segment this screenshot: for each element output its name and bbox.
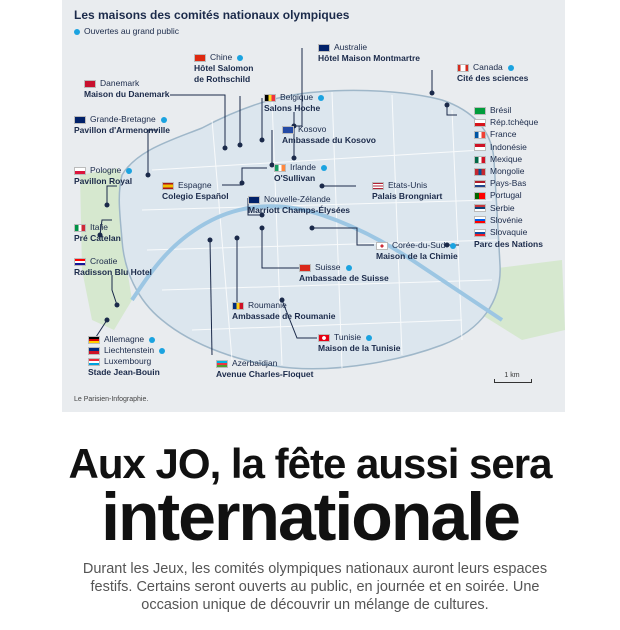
country-name: Nouvelle-Zélande — [264, 194, 331, 204]
intro-paragraph: Durant les Jeux, les comités olympiques nationaux auront leurs espaces festifs. Certains seront ouverts au public, en journée et en soirée. Une occasion unique de découvrir un mélange de cultures. — [82, 561, 548, 613]
country-name: Brésil — [490, 105, 512, 115]
country-name: Canada — [473, 62, 503, 72]
venue-name: Ambassade de Roumanie — [232, 311, 336, 321]
venue-name: Marriott Champs-Élysées — [248, 205, 351, 215]
list-item — [474, 141, 554, 153]
flag-pays-bas-icon — [474, 180, 486, 188]
country-name: France — [490, 129, 517, 140]
venue-name: Pavillon Royal — [74, 176, 133, 186]
label-croatie — [74, 256, 152, 278]
public-dot-icon — [161, 117, 167, 123]
public-dot-icon — [237, 55, 243, 61]
flag-rep-tcheque-icon — [474, 119, 486, 127]
flag-belgique-icon — [264, 94, 276, 102]
country-name: Allemagne — [104, 334, 145, 344]
venue-name: Stade Jean-Bouin — [88, 367, 160, 377]
label-irlande — [274, 162, 327, 184]
venue-name: Hôtel Salomon — [194, 63, 254, 73]
country-name: Australie — [334, 42, 368, 52]
country-name: Corée-du-Sud — [392, 240, 446, 250]
flag-bresil-icon — [474, 107, 486, 115]
venue-name: Pavillon d'Armenonville — [74, 125, 171, 135]
venue-name: Parc des Nations — [474, 239, 543, 250]
venue-name: Palais Brongniart — [372, 191, 443, 201]
headline-line2: internationale — [101, 479, 519, 555]
public-dot-icon — [508, 65, 514, 71]
country-name: Luxembourg — [104, 356, 152, 366]
flag-irlande-icon — [274, 164, 286, 172]
list-item — [474, 128, 554, 140]
venue-name: Avenue Charles-Floquet — [216, 369, 314, 379]
flag-australie-icon — [318, 44, 330, 52]
flag-slovaquie-icon — [474, 229, 486, 237]
label-italie — [74, 222, 121, 244]
label-tunisie — [318, 332, 401, 354]
label-australie — [318, 42, 420, 64]
venue-name: Pré Catelan — [74, 233, 121, 243]
label-suisse — [299, 262, 389, 284]
flag-mexique-icon — [474, 156, 486, 164]
country-name: Danemark — [100, 78, 140, 88]
country-name: Indonésie — [490, 141, 527, 152]
public-dot-icon — [126, 168, 132, 174]
flag-slovenie-icon — [474, 216, 486, 224]
country-name: Roumanie — [248, 300, 287, 310]
country-name: Suisse — [315, 262, 341, 272]
flag-suisse-icon — [299, 264, 311, 272]
label-stade-jean-bouin — [88, 334, 165, 378]
public-dot-icon — [318, 95, 324, 101]
credit: Le Parisien-Infographie. — [74, 396, 149, 403]
flag-roumanie-icon — [232, 302, 244, 310]
venue-name: Ambassade du Kosovo — [282, 135, 376, 145]
country-name: Etats-Unis — [388, 180, 428, 190]
country-name: Mexique — [490, 153, 523, 164]
country-name: Croatie — [90, 256, 118, 266]
flag-serbie-icon — [474, 204, 486, 212]
venue-name: Salons Hoche — [264, 103, 321, 113]
label-etats-unis — [372, 180, 442, 202]
country-name: Slovénie — [490, 214, 523, 225]
flag-chine-icon — [194, 54, 206, 62]
country-name: Tunisie — [334, 332, 362, 342]
country-name: Serbie — [490, 202, 515, 213]
venue-name: Radisson Blu Hotel — [74, 267, 152, 277]
venue-name: O'Sullivan — [274, 173, 316, 183]
flag-danemark-icon — [84, 80, 96, 88]
flag-italie-icon — [74, 224, 86, 232]
venue-name: Maison de la Chimie — [376, 251, 458, 261]
flag-nz-icon — [248, 196, 260, 204]
list-item — [474, 202, 554, 214]
list-item — [474, 104, 554, 116]
flag-coree-icon — [376, 242, 388, 250]
legend-text: Ouvertes au grand public — [84, 26, 179, 36]
label-roumanie — [232, 300, 335, 322]
label-coree-du-sud — [376, 240, 458, 262]
public-dot-icon — [450, 243, 456, 249]
venue-name: Cité des sciences — [457, 73, 529, 83]
scale-label: 1 km — [504, 372, 520, 379]
flag-tunisie-icon — [318, 334, 330, 342]
flag-azerbaidjan-icon — [216, 360, 228, 368]
flag-pologne-icon — [74, 167, 86, 175]
flag-allemagne-icon — [88, 336, 100, 344]
country-name: Espagne — [178, 180, 212, 190]
headline-line1: Aux JO, la fête aussi sera — [68, 440, 552, 487]
map-title: Les maisons des comités nationaux olympiques — [74, 8, 350, 22]
public-dot-icon — [74, 29, 80, 35]
flag-canada-icon — [457, 64, 469, 72]
country-name: Mongolie — [490, 165, 525, 176]
list-item — [474, 226, 554, 238]
country-name: Chine — [210, 52, 233, 62]
flag-liechtenstein-icon — [88, 347, 100, 355]
venue-name: Ambassade de Suisse — [299, 273, 389, 283]
country-name: Azerbaïdjan — [232, 358, 278, 368]
country-name: Pologne — [90, 165, 122, 175]
label-belgique — [264, 92, 324, 114]
flag-luxembourg-icon — [88, 358, 100, 366]
map-legend — [74, 26, 179, 36]
flag-portugal-icon — [474, 192, 486, 200]
list-item — [474, 177, 554, 189]
country-name: Pays-Bas — [490, 178, 527, 189]
scale-bar-line — [494, 379, 532, 383]
label-nouvelle-zelande — [248, 194, 350, 216]
public-dot-icon — [346, 265, 352, 271]
country-name: Kosovo — [298, 124, 327, 134]
venue-name: Colegio Español — [162, 191, 229, 201]
label-danemark — [84, 78, 170, 100]
label-kosovo — [282, 124, 376, 146]
venue-name: Hôtel Maison Montmartre — [318, 53, 421, 63]
public-dot-icon — [366, 335, 372, 341]
country-name: Grande-Bretagne — [90, 114, 156, 124]
public-dot-icon — [149, 337, 155, 343]
label-chine — [194, 52, 254, 85]
country-name: Portugal — [490, 190, 522, 201]
country-name: Rép.tchèque — [490, 117, 539, 128]
flag-espagne-icon — [162, 182, 174, 190]
flag-etats-unis-icon — [372, 182, 384, 190]
public-dot-icon — [159, 348, 165, 354]
list-item — [474, 189, 554, 201]
parc-des-nations-list — [474, 104, 554, 250]
list-item — [474, 165, 554, 177]
venue-name: Maison de la Tunisie — [318, 343, 401, 353]
scale-bar — [494, 372, 532, 383]
label-espagne — [162, 180, 229, 202]
venue-name: Maison du Danemark — [84, 89, 170, 99]
flag-indonesie-icon — [474, 143, 486, 151]
label-grande-bretagne — [74, 114, 170, 136]
public-dot-icon — [321, 165, 327, 171]
list-item — [474, 153, 554, 165]
flag-france-icon — [474, 131, 486, 139]
flag-mongolie-icon — [474, 168, 486, 176]
list-item — [474, 116, 554, 128]
country-name: Liechtenstein — [104, 345, 155, 355]
country-name: Slovaquie — [490, 226, 528, 237]
flag-kosovo-icon — [282, 126, 294, 134]
venue-name-line2: de Rothschild — [194, 74, 251, 84]
label-canada — [457, 62, 528, 84]
list-item — [474, 214, 554, 226]
label-pologne — [74, 165, 132, 187]
country-name: Italie — [90, 222, 108, 232]
country-name: Belgique — [280, 92, 314, 102]
flag-croatie-icon — [74, 258, 86, 266]
paris-map — [62, 0, 565, 412]
country-name: Irlande — [290, 162, 316, 172]
flag-gb-icon — [74, 116, 86, 124]
label-azerbaidjan — [216, 358, 313, 380]
